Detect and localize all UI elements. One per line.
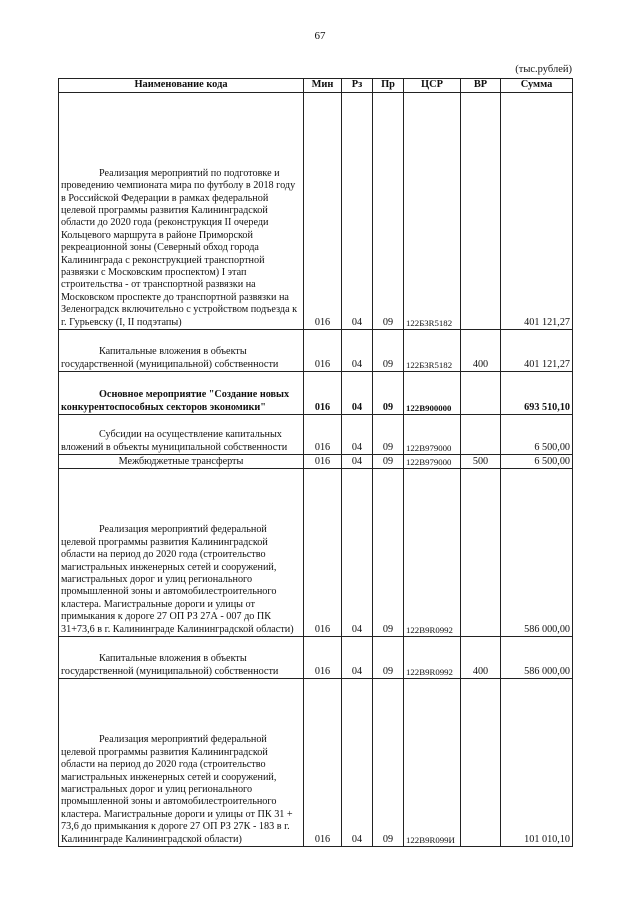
header-pr: Пр <box>373 79 404 93</box>
row-csr: 122В9R0992 <box>404 469 461 637</box>
row-pr: 09 <box>373 93 404 330</box>
header-min: Мин <box>304 79 342 93</box>
row-name: Капитальные вложения в объекты государственной (муниципальной) собственности <box>59 637 304 679</box>
row-csr: 122Б3R5182 <box>404 93 461 330</box>
row-min: 016 <box>304 372 342 415</box>
row-vr <box>461 679 501 847</box>
row-pr: 09 <box>373 637 404 679</box>
row-sum: 401 121,27 <box>501 93 573 330</box>
row-rz: 04 <box>342 637 373 679</box>
row-sum: 586 000,00 <box>501 637 573 679</box>
row-pr: 09 <box>373 372 404 415</box>
row-rz: 04 <box>342 455 373 469</box>
row-csr: 122В979000 <box>404 455 461 469</box>
row-min: 016 <box>304 679 342 847</box>
row-rz: 04 <box>342 330 373 372</box>
row-name: Реализация мероприятий федеральной целевой программы развития Калининградской области на период до 2020 года (строительство магистральных инженерных сетей и сооружений, магистральных дорог и улиц регионального промышленной зоны и автомобилестроительного кластера. Магистральные дороги и улицы от примыкания к дороге 27 ОП РЗ 27А - 007 до ПК 31+73,6 в г. Калининграде Калининградской области) <box>59 469 304 637</box>
table-row <box>59 372 573 415</box>
row-sum: 6 500,00 <box>501 455 573 469</box>
row-name: Основное мероприятие "Создание новых конкурентоспособных секторов экономики" <box>59 372 304 415</box>
row-sum: 586 000,00 <box>501 469 573 637</box>
row-rz: 04 <box>342 469 373 637</box>
row-pr: 09 <box>373 469 404 637</box>
row-sum: 101 010,10 <box>501 679 573 847</box>
row-rz: 04 <box>342 93 373 330</box>
row-min: 016 <box>304 93 342 330</box>
table-row <box>59 415 573 455</box>
header-name: Наименование кода <box>59 79 304 93</box>
table-row <box>59 469 573 637</box>
row-min: 016 <box>304 415 342 455</box>
row-pr: 09 <box>373 455 404 469</box>
table-row <box>59 93 573 330</box>
row-min: 016 <box>304 637 342 679</box>
row-vr <box>461 93 501 330</box>
header-csr: ЦСР <box>404 79 461 93</box>
row-csr: 122В900000 <box>404 372 461 415</box>
row-vr <box>461 469 501 637</box>
table-row <box>59 330 573 372</box>
table-row <box>59 679 573 847</box>
table-row <box>59 455 573 469</box>
row-sum: 693 510,10 <box>501 372 573 415</box>
header-vr: ВР <box>461 79 501 93</box>
row-rz: 04 <box>342 372 373 415</box>
header-rz: Рз <box>342 79 373 93</box>
page-number: 67 <box>314 30 326 42</box>
row-pr: 09 <box>373 330 404 372</box>
row-sum: 6 500,00 <box>501 415 573 455</box>
row-rz: 04 <box>342 415 373 455</box>
row-name: Субсидии на осуществление капитальных вложений в объекты муниципальной собственности <box>59 415 304 455</box>
header-sum: Сумма <box>501 79 573 93</box>
row-csr: 122В9R099И <box>404 679 461 847</box>
row-name: Реализация мероприятий по подготовке и проведению чемпионата мира по футболу в 2018 году в Российской Федерации в рамках федеральной целевой программы развития Калининградской области до 2020 года (реконструкция II очереди Кольцевого маршрута в районе Приморской рекреационной зоны (Северный обход города Калининграда с реконструкцией транспортной развязки с Московским проспектом) I этап строительства - от транспортной развязки на Московском проспекте до транспортной развязки на Зеленоградск включительно с устройством подъезда к г. Гурьевску (I, II подэтапы) <box>59 93 304 330</box>
row-vr <box>461 415 501 455</box>
row-min: 016 <box>304 330 342 372</box>
row-csr: 122В979000 <box>404 415 461 455</box>
row-pr: 09 <box>373 679 404 847</box>
row-name: Межбюджетные трансферты <box>59 455 304 469</box>
row-rz: 04 <box>342 679 373 847</box>
row-csr: 122В9R0992 <box>404 637 461 679</box>
row-sum: 401 121,27 <box>501 330 573 372</box>
units-label: (тыс.рублей) <box>515 64 572 75</box>
row-pr: 09 <box>373 415 404 455</box>
row-vr <box>461 372 501 415</box>
row-vr: 500 <box>461 455 501 469</box>
row-name: Капитальные вложения в объекты государственной (муниципальной) собственности <box>59 330 304 372</box>
row-vr: 400 <box>461 330 501 372</box>
header-row <box>59 79 573 93</box>
row-min: 016 <box>304 469 342 637</box>
row-min: 016 <box>304 455 342 469</box>
table-row <box>59 637 573 679</box>
row-csr: 122Б3R5182 <box>404 330 461 372</box>
row-vr: 400 <box>461 637 501 679</box>
budget-table <box>58 78 573 847</box>
row-name: Реализация мероприятий федеральной целевой программы развития Калининградской области на период до 2020 года (строительство магистральных инженерных сетей и сооружений, магистральных дорог и улиц регионального промышленной зоны и автомобилестроительного кластера. Магистральные дороги и улицы от ПК 31 + 73,6 до примыкания к дороге 27 ОП РЗ 27К - 183 в г. Калининграде Калининградской области) <box>59 679 304 847</box>
